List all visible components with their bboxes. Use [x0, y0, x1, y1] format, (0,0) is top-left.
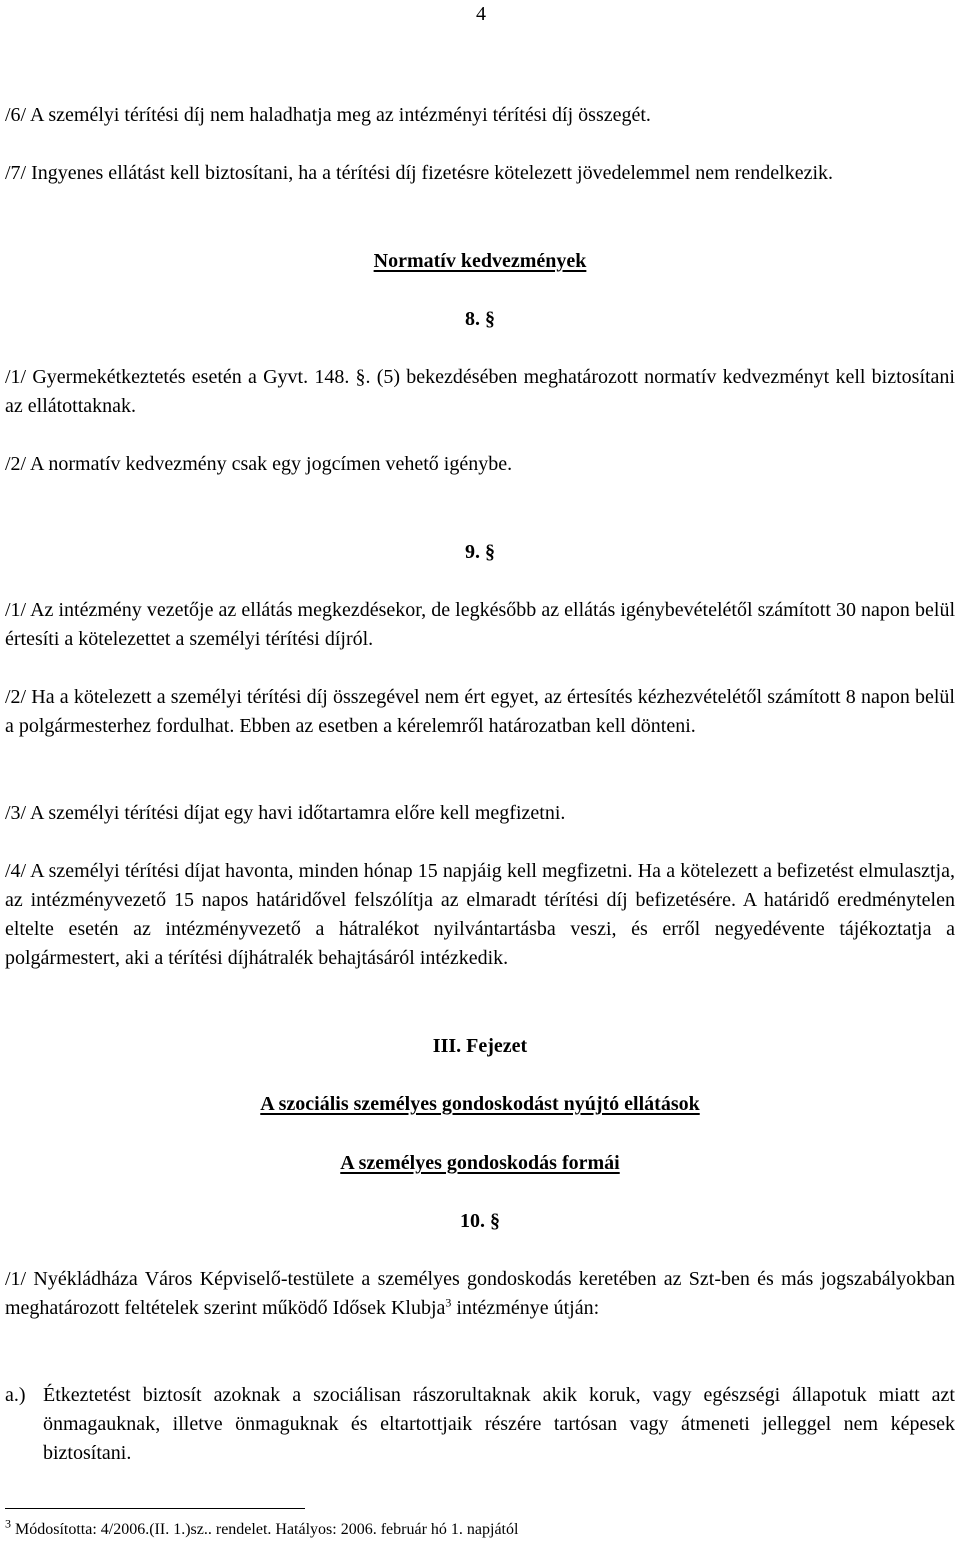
section-9-title: 9. § — [465, 541, 495, 563]
footnote-ref: 3 — [445, 1295, 452, 1310]
list-item-a-label: a.) — [5, 1384, 26, 1406]
footnote-divider — [5, 1508, 305, 1509]
heading-normativ: Normatív kedvezmények — [373, 250, 587, 272]
chapter-subtitle: A szociális személyes gondoskodást nyújtó ellátások — [260, 1093, 700, 1115]
paragraph-9-2: /2/ Ha a kötelezett a személyi térítési díj összegével nem ért egyet, az értesítés kézhezvételétől számított 8 napon belül a polgármesterhez fordulhat. Ebben az esetben a kérelemről határozatban kell dönteni. — [5, 686, 955, 737]
section-10-title: 10. § — [460, 1210, 500, 1232]
paragraph-9-4: /4/ A személyi térítési díjat havonta, minden hónap 15 napjáig kell megfizetni. Ha a kötelezett a befizetést elmulasztja, az intézményvezető 15 napos határidővel felszólítja az elmaradt térítési díj befizetésére. A határidő eredménytelen eltelte esetén az intézményvezető a hátralékot nyilvántartásba veszi, és erről negyedévente tájékoztatja a polgármestert, aki a térítési díjhátralék behajtásáról intézkedik. — [5, 860, 955, 969]
footnote — [5, 1516, 955, 1540]
page-number: 4 — [476, 3, 486, 25]
paragraph-10-1-tail: intézménye útján: — [451, 1297, 600, 1319]
chapter-subheading: A személyes gondoskodás formái — [340, 1152, 620, 1174]
paragraph-8-2: /2/ A normatív kedvezmény csak egy jogcímen vehető igénybe. — [5, 453, 513, 475]
paragraph-7-6: /6/ A személyi térítési díj nem haladhatja meg az intézményi térítési díj összegét. — [5, 104, 651, 126]
paragraph-7-7: /7/ Ingyenes ellátást kell biztosítani, ha a térítési díj fizetésre kötelezett jövedelemmel nem rendelkezik. — [5, 162, 834, 184]
paragraph-9-3: /3/ A személyi térítési díjat egy havi időtartamra előre kell megfizetni. — [5, 802, 566, 824]
list-item-a — [5, 1381, 955, 1468]
paragraph-8-1: /1/ Gyermekétkeztetés esetén a Gyvt. 148. §. (5) bekezdésében meghatározott normatív kedvezményt kell biztosítani az ellátottaknak. — [5, 366, 955, 417]
paragraph-9-1: /1/ Az intézmény vezetője az ellátás megkezdésekor, de legkésőbb az ellátás igénybevételétől számított 30 napon belül értesíti a kötelezettet a személyi térítési díjról. — [5, 599, 955, 650]
paragraph-10-1-text: /1/ Nyékládháza Város Képviselő-testülete a személyes gondoskodás keretében az Szt-ben és más jogszabályokban meghatározott feltételek szerint működő Idősek Klubja — [5, 1268, 955, 1319]
list-item-a-text: Étkeztetést biztosít azoknak a szociálisan rászorultaknak akik koruk, vagy egészségi állapotuk miatt azt önmagauknak, illetve önmaguknak és eltartottjaik részére tartósan vagy átmeneti jelleggel nem képesek biztosítani. — [43, 1384, 955, 1464]
chapter-title: III. Fejezet — [432, 1035, 528, 1057]
section-8-title: 8. § — [465, 308, 495, 330]
paragraph-10-1 — [5, 1265, 955, 1323]
footnote-number: 3 — [5, 1516, 11, 1531]
footnote-text: Módosította: 4/2006.(II. 1.)sz.. rendelet. Hatályos: 2006. február hó 1. napjától — [11, 1521, 519, 1538]
